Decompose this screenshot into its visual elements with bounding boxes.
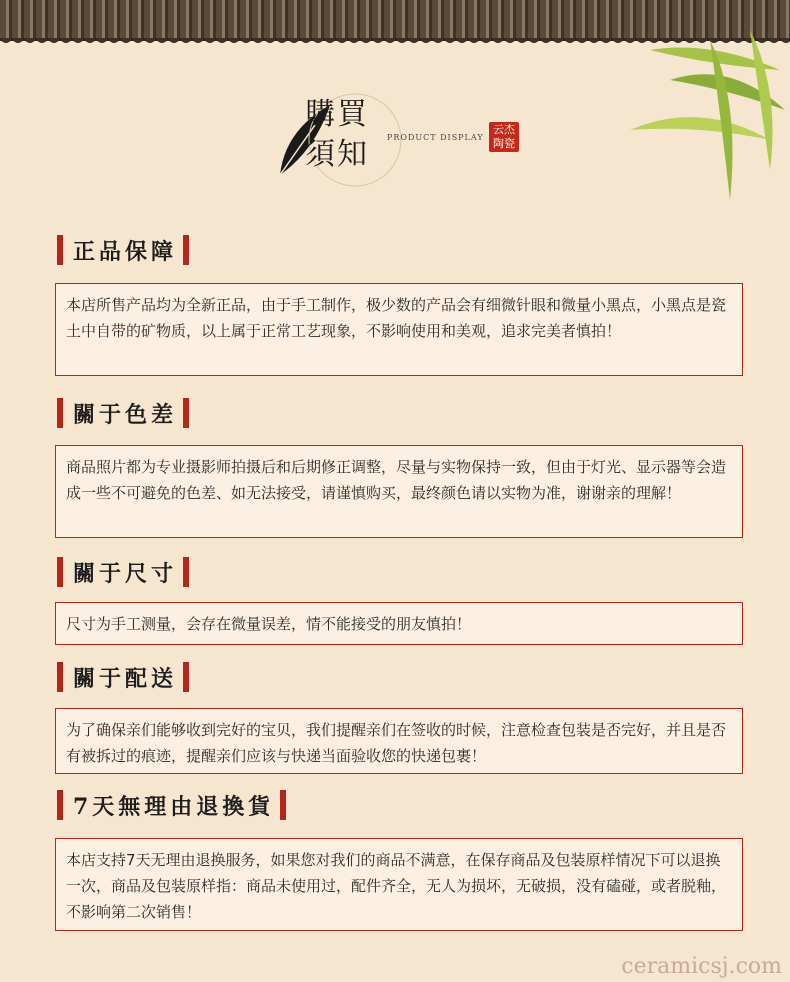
page-header [275, 90, 535, 200]
title-bar-left [57, 235, 63, 265]
section-body-delivery: 为了确保亲们能够收到完好的宝贝，我们提醒亲们在签收的时候，注意检查包装是否完好，并且是否有被拆过的痕迹，提醒亲们应该与快递当面验收您的快递包裹！ [55, 708, 743, 774]
title-bar-left [57, 398, 63, 428]
section-title-text: 關于尺寸 [73, 560, 178, 587]
section-title-size [57, 557, 189, 587]
section-title-text: 7天無理由退換貨 [73, 793, 275, 820]
title-bar-right [280, 790, 286, 820]
section-body-return: 本店支持7天无理由退换服务，如果您对我们的商品不满意，在保存商品及包装原样情况下可以退换一次，商品及包装原样指：商品未使用过，配件齐全，无人为损坏，无破损，没有磕碰，或者脱釉，不影响第二次销售！ [55, 838, 743, 931]
title-line-2: 須知 [305, 137, 369, 172]
section-body-authentic: 本店所售产品均为全新正品，由于手工制作，极少数的产品会有细微针眼和微量小黑点，小黑点是瓷土中自带的矿物质，以上属于正常工艺现象，不影响使用和美观，追求完美者慎拍！ [55, 283, 743, 376]
title-bar-left [57, 790, 63, 820]
section-body-size: 尺寸为手工测量，会存在微量误差，情不能接受的朋友慎拍！ [55, 602, 743, 645]
section-body-color: 商品照片都为专业摄影师拍摄后和后期修正调整，尽量与实物保持一致，但由于灯光、显示器等会造成一些不可避免的色差、如无法接受，请谨慎购买，最终颜色请以实物为准，谢谢亲的理解！ [55, 445, 743, 538]
section-title-authentic [57, 235, 189, 265]
section-title-text: 正品保障 [73, 238, 178, 265]
section-title-text: 關于配送 [73, 665, 178, 692]
seal-stamp: 云杰陶瓷 [489, 122, 519, 152]
section-title-delivery [57, 662, 189, 692]
title-bar-right [183, 398, 189, 428]
bamboo-leaves-decoration [590, 20, 790, 220]
section-title-text: 關于色差 [73, 401, 178, 428]
title-bar-left [57, 662, 63, 692]
subtitle: PRODUCT DISPLAY [387, 133, 484, 142]
title-bar-right [183, 662, 189, 692]
title-line-1: 購買 [305, 97, 369, 132]
title-bar-left [57, 557, 63, 587]
title-bar-right [183, 557, 189, 587]
watermark: ceramicsj.com [621, 954, 782, 979]
title-bar-right [183, 235, 189, 265]
section-title-color [57, 398, 189, 428]
section-title-return [57, 790, 286, 820]
page-title [305, 95, 395, 185]
